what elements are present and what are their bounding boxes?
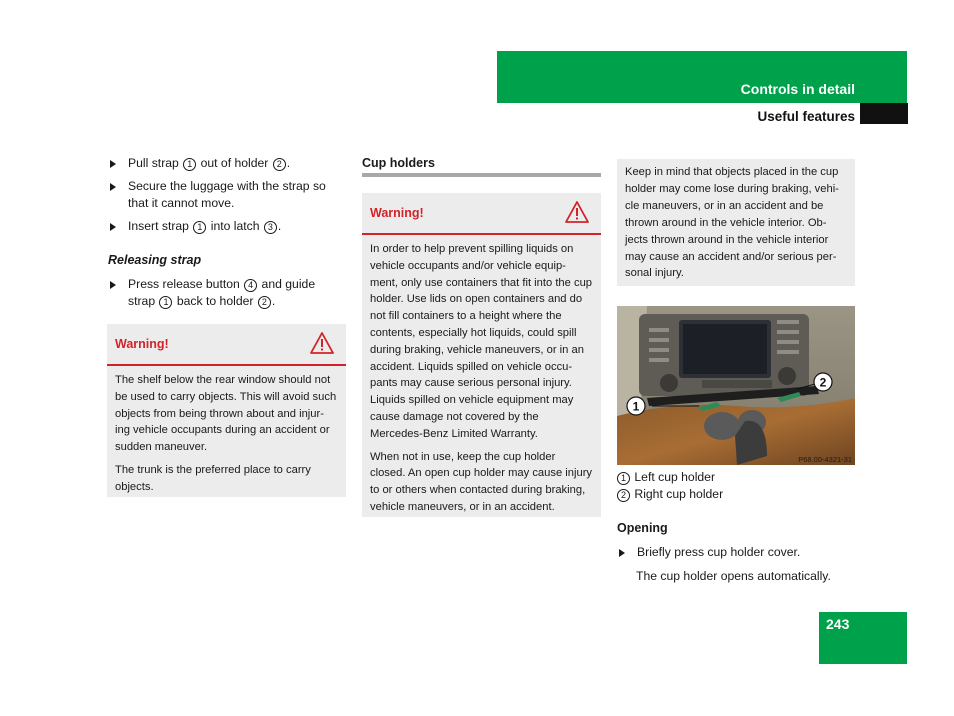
warning-text: When not in use, keep the cup holder closed. An open cup holder may cause injury to or others when contacted during braking, vehicle maneuvers, or in an accident. <box>370 450 593 513</box>
callout-number: 3 <box>264 221 277 234</box>
warning-header <box>107 324 346 366</box>
warning-header <box>362 193 601 235</box>
callout-number: 2 <box>273 158 286 171</box>
arrow-bullet-icon <box>110 281 116 289</box>
note-text: Keep in mind that objects placed in the cup holder may come lose during braking, vehi-cle maneuvers, or in an accident and be thrown around in the vehicle interior. Ob-jects thrown around in the vehicle interior may cause an accident and/or serious per-sonal injury. <box>625 166 839 280</box>
cup-holder-photo <box>617 306 855 465</box>
warning-text: The shelf below the rear window should not be used to carry objects. This will avoid such objects from being thrown about and injur-ing vehicle occupants during an accident or sudden maneuver. <box>115 374 337 454</box>
heading-rule <box>362 173 601 177</box>
note-box <box>617 159 855 286</box>
warning-triangle-icon <box>565 201 589 223</box>
header-black-tab <box>860 103 908 124</box>
callout-number: 1 <box>159 296 172 309</box>
list-item: Briefly press cup holder cover. <box>617 544 855 561</box>
arrow-bullet-icon <box>619 549 625 557</box>
section-title: Controls in detail <box>740 81 855 97</box>
photo-code: P68.00-4321-31 <box>798 455 852 464</box>
list-item: Insert strap 1 into latch 3 . <box>108 218 343 235</box>
callout-number: 2 <box>258 296 271 309</box>
arrow-bullet-icon <box>110 183 116 191</box>
warning-triangle-icon <box>310 332 334 354</box>
legend-item: 1 Left cup holder <box>617 469 855 486</box>
arrow-bullet-icon <box>110 223 116 231</box>
list-item: Secure the luggage with the strap so that it cannot move. <box>108 178 343 212</box>
callout-number: 4 <box>244 279 257 292</box>
arrow-bullet-icon <box>110 160 116 168</box>
section-heading-cup-holders: Cup holders <box>362 156 435 170</box>
list-item: Pull strap 1 out of holder 2 . <box>108 155 343 172</box>
callout-number: 1 <box>183 158 196 171</box>
warning-text: The trunk is the preferred place to carry objects. <box>115 463 311 493</box>
legend-item: 2 Right cup holder <box>617 486 855 503</box>
page-number: 243 <box>826 616 850 632</box>
list-item: Press release button 4 and guide strap 1 back to holder 2 . <box>108 276 343 310</box>
warning-box <box>362 193 601 517</box>
warning-box <box>107 324 346 497</box>
page-number-box <box>819 612 907 664</box>
subsection-title: Useful features <box>757 109 855 124</box>
subheading-releasing-strap: Releasing strap <box>108 253 202 267</box>
svg-text:2: 2 <box>819 375 827 390</box>
warning-text: In order to help prevent spilling liquids on vehicle occupants and/or vehicle equip-ment, only use containers that fit into the cup holder. Use lids on open containers and do not fill containers to a height where the contents, especially hot liquids, could spill during braking, vehicle maneuvers, or in an accident. Liquids spilled on vehicle occu-pants may cause serious personal injury. Liquids spilled on vehicle equipment may cause damage not covered by the Mercedes-Benz Limited Warranty. <box>370 243 593 440</box>
column-1 <box>108 155 343 310</box>
callout-number: 1 <box>193 221 206 234</box>
warning-label: Warning! <box>370 206 424 220</box>
result-text: The cup holder opens automatically. <box>636 569 831 583</box>
column-3-text <box>617 469 855 585</box>
warning-label: Warning! <box>115 337 169 351</box>
subheading-opening: Opening <box>617 521 668 535</box>
svg-text:1: 1 <box>632 399 640 414</box>
